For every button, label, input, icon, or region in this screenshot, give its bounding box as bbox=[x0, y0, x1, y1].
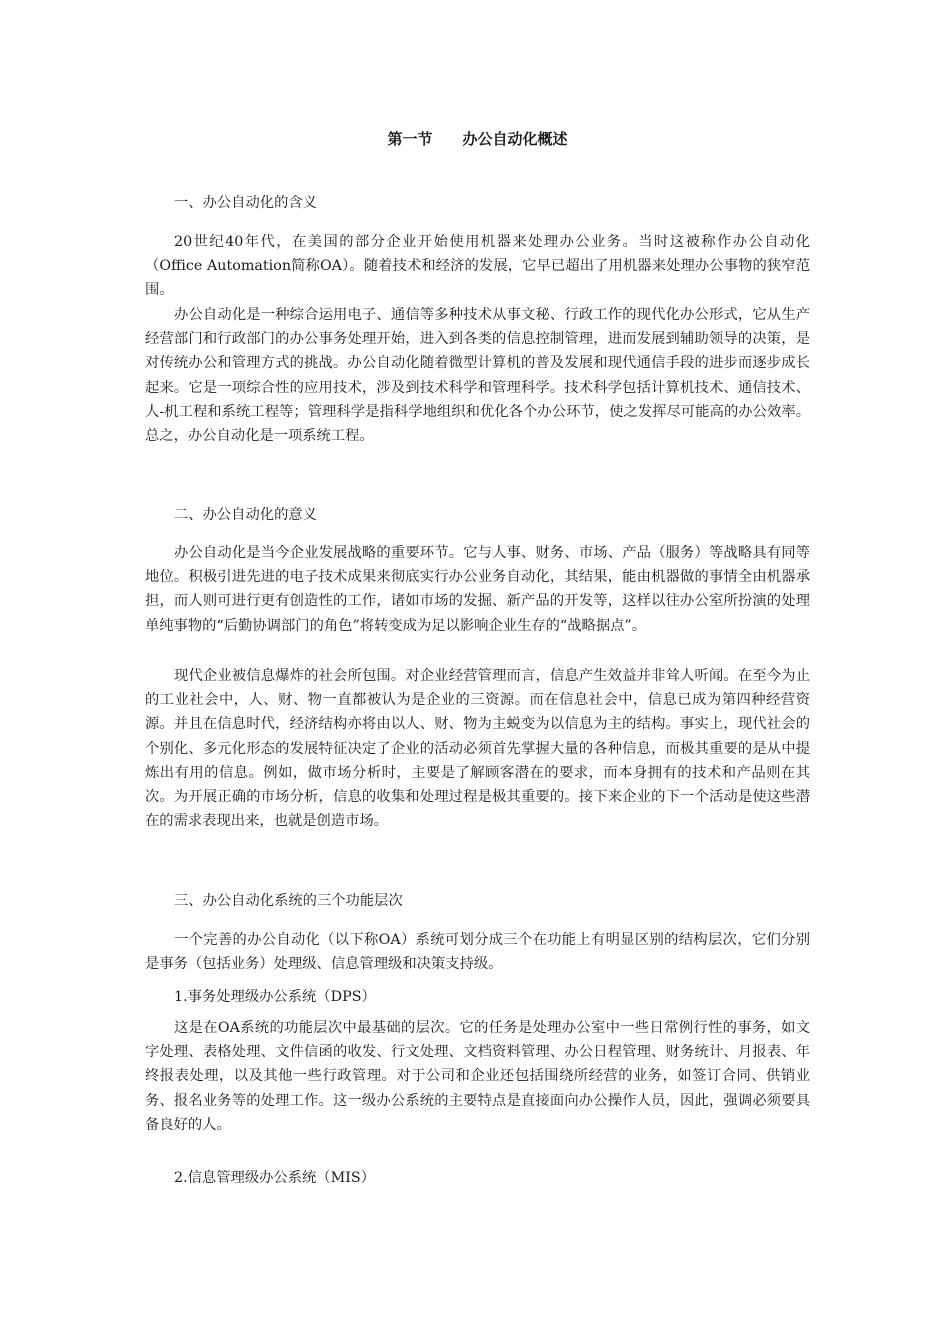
paragraph: 20世纪40年代，在美国的部分企业开始使用机器来处理办公业务。当时这被称作办公自动化（Office Automation简称OA）。随着技术和经济的发展，它早已超出了用机器来处理办公事物的狭窄范围。 bbox=[145, 234, 810, 299]
section-heading-levels: 三、办公自动化系统的三个功能层次 bbox=[174, 893, 403, 909]
subheading-dps: 1.事务处理级办公系统（DPS） bbox=[174, 989, 376, 1005]
subheading-mis: 2.信息管理级办公系统（MIS） bbox=[174, 1170, 375, 1186]
paragraph: 现代企业被信息爆炸的社会所包围。对企业经营管理而言，信息产生效益并非耸人听闻。在至今为止的工业社会中，人、财、物一直都被认为是企业的三资源。而在信息社会中，信息已成为第四种经营资源。并且在信息时代，经济结构亦将由以人、财、物为主蜕变为以信息为主的结构。事实上，现代社会的个别化、多元化形态的发展特征决定了企业的活动必须首先掌握大量的各种信息，而极其重要的是从中提炼出有用的信息。例如，做市场分析时，主要是了解顾客潜在的要求，而本身拥有的技术和产品则在其次。为开展正确的市场分析，信息的收集和处理过程是极其重要的。接下来企业的下一个活动是使这些潜在的需求表现出来，也就是创造市场。 bbox=[145, 668, 810, 830]
paragraph: 这是在OA系统的功能层次中最基础的层次。它的任务是处理办公室中一些日常例行性的事务，如文字处理、表格处理、文件信函的收发、行文处理、文档资料管理、办公日程管理、财务统计、月报表、年终报表处理，以及其他一些行政管理。对于公司和企业还包括围绕所经营的业务，如签订合同、供销业务、报名业务等的处理工作。这一级办公系统的主要特点是直接面向办公操作人员，因此，强调必须要具备良好的人。 bbox=[145, 1020, 810, 1133]
section-heading-significance: 二、办公自动化的意义 bbox=[174, 507, 317, 523]
page-title: 第一节 办公自动化概述 bbox=[387, 130, 568, 148]
paragraph: 办公自动化是一种综合运用电子、通信等多种技术从事文秘、行政工作的现代化办公形式，它从生产经营部门和行政部门的办公事务处理开始，进入到各类的信息控制管理，进而发展到辅助领导的决策，是对传统办公和管理方式的挑战。办公自动化随着微型计算机的普及发展和现代通信手段的进步而逐步成长起来。它是一项综合性的应用技术，涉及到技术科学和管理科学。技术科学包括计算机技术、通信技术、人-机工程和系统工程等；管理科学是指科学地组织和优化各个办公环节，使之发挥尽可能高的办公效率。总之，办公自动化是一项系统工程。 bbox=[145, 307, 810, 445]
section-heading-meaning: 一、办公自动化的含义 bbox=[174, 195, 317, 211]
paragraph: 一个完善的办公自动化（以下称OA）系统可划分成三个在功能上有明显区别的结构层次，它们分别是事务（包括业务）处理级、信息管理级和决策支持级。 bbox=[145, 932, 810, 973]
paragraph: 办公自动化是当今企业发展战略的重要环节。它与人事、财务、市场、产品（服务）等战略具有同等地位。积极引进先进的电子技术成果来彻底实行办公业务自动化，其结果，能由机器做的事情全由机器承担，而人则可进行更有创造性的工作，诸如市场的发掘、新产品的开发等，这样以往办公室所扮演的处理单纯事物的“后勤协调部门的角色”将转变成为足以影响企业生存的“战略据点”。 bbox=[145, 545, 810, 634]
